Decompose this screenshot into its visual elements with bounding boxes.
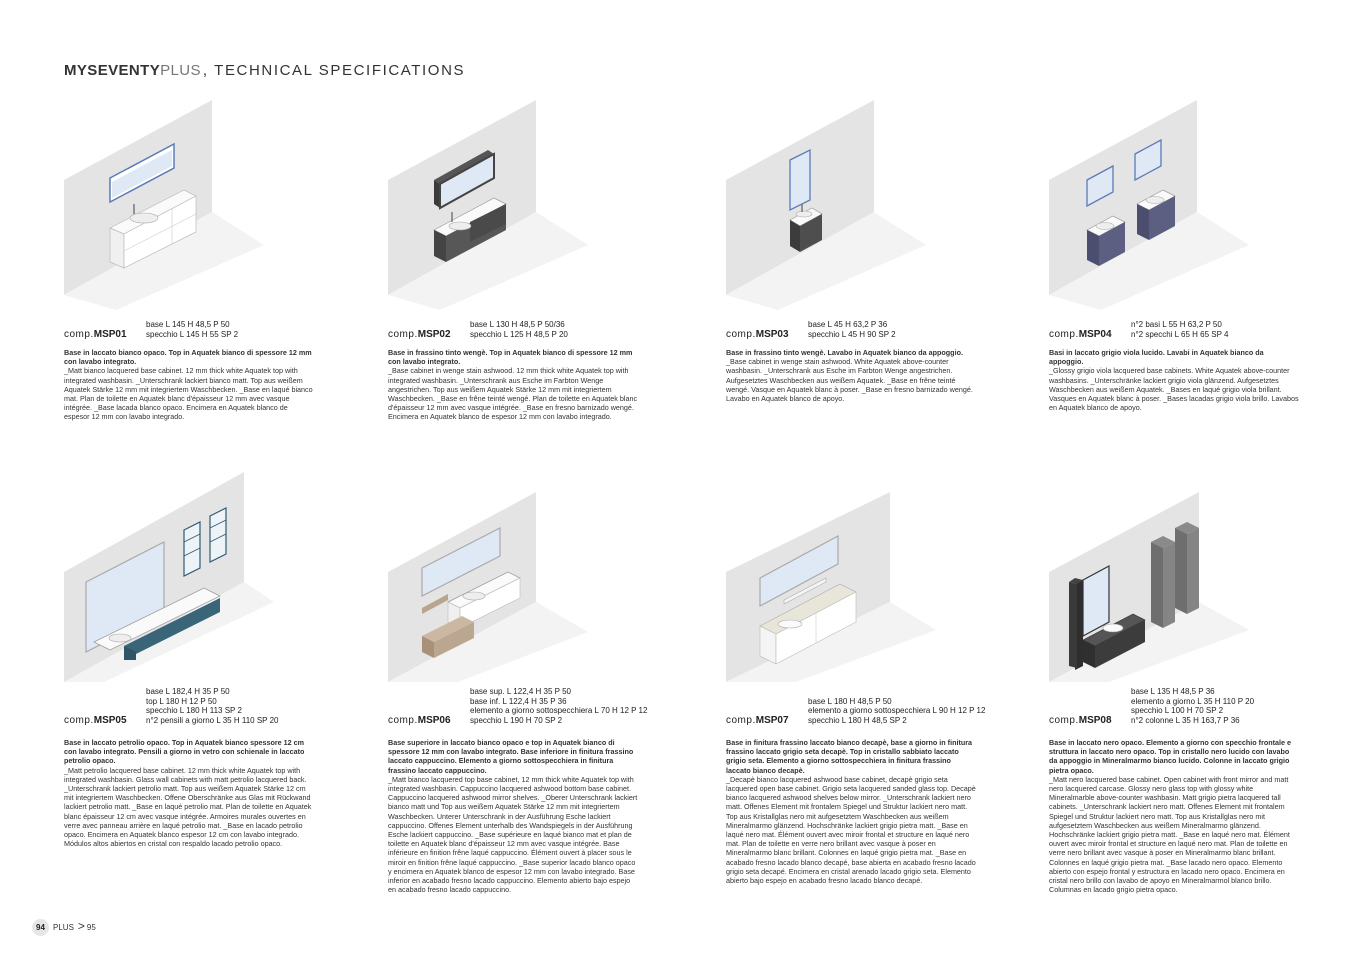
dimensions xyxy=(1131,687,1254,725)
dimensions xyxy=(808,320,896,339)
comp-label: comp.MSP08 xyxy=(1049,715,1112,726)
dimension-line: n°2 basi L 55 H 63,2 P 50 xyxy=(1131,320,1222,329)
dimensions xyxy=(146,687,278,725)
dimension-line: specchio L 145 H 55 SP 2 xyxy=(146,329,239,339)
dimension-line: elemento a giorno L 35 H 110 P 20 xyxy=(1131,696,1255,706)
description: Basi in laccato grigio viola lucido. Lavabi in Aquatek bianco da appoggio. _Glossy grigio viola lacquered base cabinets. White Aquatek above-counter washbasins. _Unterschränke lackiert grigio viola glänzend. Aufgesetztes Waschbecken aus weißem Aquatek. _Bases en laqué grigio viola brillant. Vasques en Aquatek blanc à poser. _Bases lacadas grigio viola brillo. Lavabos en Aquatek blanco de apoyo. xyxy=(1049,348,1299,413)
comp-code: MSP05 xyxy=(93,715,127,726)
dimension-line: specchio L 125 H 48,5 P 20 xyxy=(470,329,568,339)
description: Base in finitura frassino laccato bianco decapè, base a giorno in finitura frassino laccato grigio seta decapè. Top in cristallo sabbiato laccato grigio seta. Elemento a giorno sottospecchiera in finitura frassino laccato bianco decapè. _Decapè bianco lacquered ashwood base cabinet, decapè grigio seta lacquered open base cabinet. Grigio seta lacquered sanded glass top. Decapè bianco lacquered ashwood shelves below mirror. _Unterschrank lackiert nero matt. Offenes Element mit frontalem Spiegel und Struktur lackiert nero matt. Top aus Kristallglas nero mit aufgesetztem Waschbecken aus weißem Mineralmarmo glänzend. Hochschränke lackiert grigio pietra matt. _Base en laqué nero mat. Élément ouvert avec miroir frontal et structure en laqué nero mat. Plan de toilette en verre nero brillant avec vasque à poser en Mineralmarmo blanc brillant. Colonnes en laqué grigio pietra mat. _Base en acabado fresno lacado blanco decapé, base abierta en acabado fresno lacado grigio seta decapé. Encimera en cristal arenado lacado grigio seta. Elemento abierto bajo espejo en acabado fresno lacado blanco decapé. xyxy=(726,738,976,886)
bathroom-illustration xyxy=(726,472,936,682)
dimension-line: base inf. L 122,4 H 35 P 36 xyxy=(470,696,567,706)
brand-name: MYSEVENTY xyxy=(64,62,161,79)
description: Base in laccato petrolio opaco. Top in Aquatek bianco spessore 12 cm con lavabo integrato. Pensili a giorno in vetro con schienale in laccato petrolio opaco. _Matt petrolio lacquered base cabinet. 12 mm thick white Aquatek top with integrated washbasin. Glass wall cabinets with matt petrolio lacquered back. _Unterschrank lackiert petrolio matt. Top aus weißem Aquatek Stärke 12 cm mit integriertem Waschbecken. Offene Oberschränke aus Glas mit Rückwand lackiert petrolio matt. _Base en laqué petrolio mat. Plan de toilette en Aquatek blanc épaisseur 12 cm avec vasque intégrée. Armoires murales ouvertes en verre avec panneau arrière en laqué petrolio mat. _Base en lacado petrolio opaco. Encimera en Aquatek blanco espesor 12 cm con lavabo integrado. Módulos altos abiertos en cristal con respaldo lacado petrolio opaco. xyxy=(64,738,312,849)
comp-code: MSP03 xyxy=(755,329,789,340)
title-text: , TECHNICAL SPECIFICATIONS xyxy=(202,62,466,79)
dimensions xyxy=(146,320,238,339)
comp-label: comp.MSP05 xyxy=(64,715,127,726)
bathroom-illustration xyxy=(388,100,598,310)
dimension-line: top L 180 H 12 P 50 xyxy=(146,696,217,706)
page-footer xyxy=(32,919,96,936)
comp-code: MSP06 xyxy=(417,715,451,726)
comp-label: comp.MSP06 xyxy=(388,715,451,726)
description: Base in frassino tinto wengè. Top in Aquatek bianco di spessore 12 mm con lavabo integrato. _Base cabinet in wenge stain ashwood. 12 mm thick white Aquatek top with integrated washbasin. _Unterschrank aus Esche im Farbton Wenge angestrichen. Top aus weißem Aquatek Stärke 12 mm mit integriertem Waschbecken. _Base en frêne teinté wengé. Plan de toilette en Aquatek blanc d'épaisseur 12 mm avec vasque intégrée. _Base en fresno barnizado wengé. Encimera en Aquatek blanco de espesor 12 mm con lavabo integrado. xyxy=(388,348,638,422)
dimensions xyxy=(1131,320,1228,339)
comp-code: MSP07 xyxy=(755,715,789,726)
bathroom-illustration xyxy=(1049,472,1259,682)
comp-label: comp.MSP02 xyxy=(388,329,451,340)
dimension-line: elemento a giorno sottospecchiera L 70 H 12 P 12 xyxy=(470,706,648,715)
dimension-line: specchio L 180 H 48,5 SP 2 xyxy=(808,715,907,725)
comp-label: comp.MSP07 xyxy=(726,715,789,726)
dimension-line: n°2 pensili a giorno L 35 H 110 SP 20 xyxy=(146,715,279,725)
page-title xyxy=(64,62,465,79)
bathroom-illustration xyxy=(1049,100,1259,310)
dimension-line: base L 130 H 48,5 P 50/36 xyxy=(470,320,565,329)
chevron-right-icon[interactable]: > xyxy=(77,919,85,933)
comp-code: MSP02 xyxy=(417,329,451,340)
description: Base in laccato bianco opaco. Top in Aquatek bianco di spessore 12 mm con lavabo integrato. _Matt bianco lacquered base cabinet. 12 mm thick white Aquatek top with integrated washbasin. _Unterschrank lackiert bianco matt. Top aus weißem Aquatek Stärke 12 mm mit integriertem Waschbecken. _Base en laqué bianco mat. Plan de toilette en Aquatek blanc d'épaisseur 12 mm avec vasque intégrée. _Base lacada blanco opaco. Encimera en Aquatek blanco de espesor 12 mm con lavabo integrado. xyxy=(64,348,313,422)
description: Base in laccato nero opaco. Elemento a giorno con specchio frontale e struttura in laccato nero opaco. Top in cristallo nero lucido con lavabo da appoggio in Mineralmarmo bianco lucido. Colonne in laccato grigio pietra opaco. _Matt nero lacquered base cabinet. Open cabinet with front mirror and matt nero lacquered carcase. Glossy nero glass top with glossy white Mineralmarble above-counter washbasin. Matt grigio pietra lacquered tall cabinets. _Unterschrank lackiert nero matt. Offenes Element mit frontalem Spiegel und Struktur lackiert nero matt. Top aus Kristallglas nero mit aufgesetztem Waschbecken aus weißem Mineralmarmo glänzend. Hochschränke lackiert grigio pietra matt. _Base en laqué nero mat. Élément ouvert avec miroir frontal et structure en laqué nero mat. Plan de toilette en verre nero brillant avec vasque à poser en Mineralmarmo blanc brillant. Colonnes en laqué grigio pietra mat. _Base lacado nero opaco. Elemento abierto con espejo frontal y estructura en lacado nero opaco. Encimera en cristal nero brillo con lavabo de apoyo en Mineralmarmol blanco brillo. Columnas en lacado grigio pietra opaco. xyxy=(1049,738,1292,895)
dimension-line: base L 145 H 48,5 P 50 xyxy=(146,320,230,329)
section-name: PLUS xyxy=(53,923,74,932)
description: Base superiore in laccato bianco opaco e top in Aquatek bianco di spessore 12 mm con lavabo integrato. Base inferiore in finitura frassino laccato cappuccino. Elemento a giorno sottospecchiera in finitura frassino laccato cappuccino. _Matt bianco lacquered top base cabinet, 12 mm thick white Aquatek top with integrated washbasin. Cappuccino lacquered ashwood bottom base cabinet. Cappuccino lacquered ashwood mirror shelves. _Oberer Unterschrank lackiert bianco matt und Top aus weißem Aquatek Stärke 12 mm mit integriertem Waschbecken. Unterer Unterschrank in der Ausführung Esche lackiert cappuccino. Offenes Element unterhalb des Wandspiegels in der Ausführung Esche lackiert cappuccino. _Base supérieure en laqué bianco mat et plan de toilette en Aquatek blanc d'épaisseur 12 mm avec vasque intégrée. Base inférieure en finition frêne laqué cappuccino. Élément ouvert à placer sous le miroir en finition frêne laqué cappuccino. _Base superior lacado blanco opaco y encimera en Aquatek blanco de espesor 12 mm con lavabo integrado. Base inferior en acabado fresno lacado cappuccino. Elemento abierto bajo espejo en acabado fresno lacado cappuccino. xyxy=(388,738,638,895)
dimension-line: specchio L 190 H 70 SP 2 xyxy=(470,715,563,725)
comp-code: MSP01 xyxy=(93,329,127,340)
bathroom-illustration xyxy=(64,472,274,682)
bathroom-illustration xyxy=(726,100,936,310)
bathroom-illustration xyxy=(64,100,274,310)
comp-code: MSP04 xyxy=(1078,329,1112,340)
brand-plus: PLUS xyxy=(160,62,201,79)
dimensions xyxy=(470,687,647,725)
dimension-line: elemento a giorno sottospecchiera L 90 H 12 P 12 xyxy=(808,706,986,715)
dimension-line: base sup. L 122,4 H 35 P 50 xyxy=(470,687,571,696)
dimension-line: base L 180 H 48,5 P 50 xyxy=(808,696,892,706)
dimension-line: n°2 specchi L 65 H 65 SP 4 xyxy=(1131,329,1229,339)
comp-code: MSP08 xyxy=(1078,715,1112,726)
dimension-line: specchio L 100 H 70 SP 2 xyxy=(1131,706,1224,715)
dimension-line: n°2 colonne L 35 H 163,7 P 36 xyxy=(1131,715,1240,725)
page-number: 94 xyxy=(32,919,49,936)
comp-label: comp.MSP04 xyxy=(1049,329,1112,340)
next-page-link[interactable]: 95 xyxy=(86,923,96,932)
description: Base in frassino tinto wengè. Lavabo in Aquatek bianco da appoggio. _Base cabinet in wenge stain ashwood. White Aquatek above-counter washbasin. _Unterschrank aus Esche im Farbton Wenge angestrichen. Aufgesetztes Waschbecken aus weißem Aquatek. _Base en frêne teinté wengé. Vasque en Aquatek blanc à poser. _Base en fresno barnizado wengé. Lavabo en Aquatek blanco de apoyo. xyxy=(726,348,973,404)
comp-label: comp.MSP03 xyxy=(726,329,789,340)
dimensions xyxy=(808,697,985,726)
dimension-line: base L 135 H 48,5 P 36 xyxy=(1131,687,1215,696)
dimension-line: specchio L 45 H 90 SP 2 xyxy=(808,329,896,339)
dimension-line: base L 45 H 63,2 P 36 xyxy=(808,320,888,329)
dimension-line: specchio L 180 H 113 SP 2 xyxy=(146,706,242,715)
comp-label: comp.MSP01 xyxy=(64,329,127,340)
bathroom-illustration xyxy=(388,472,598,682)
dimensions xyxy=(470,320,568,339)
dimension-line: base L 182,4 H 35 P 50 xyxy=(146,687,230,696)
